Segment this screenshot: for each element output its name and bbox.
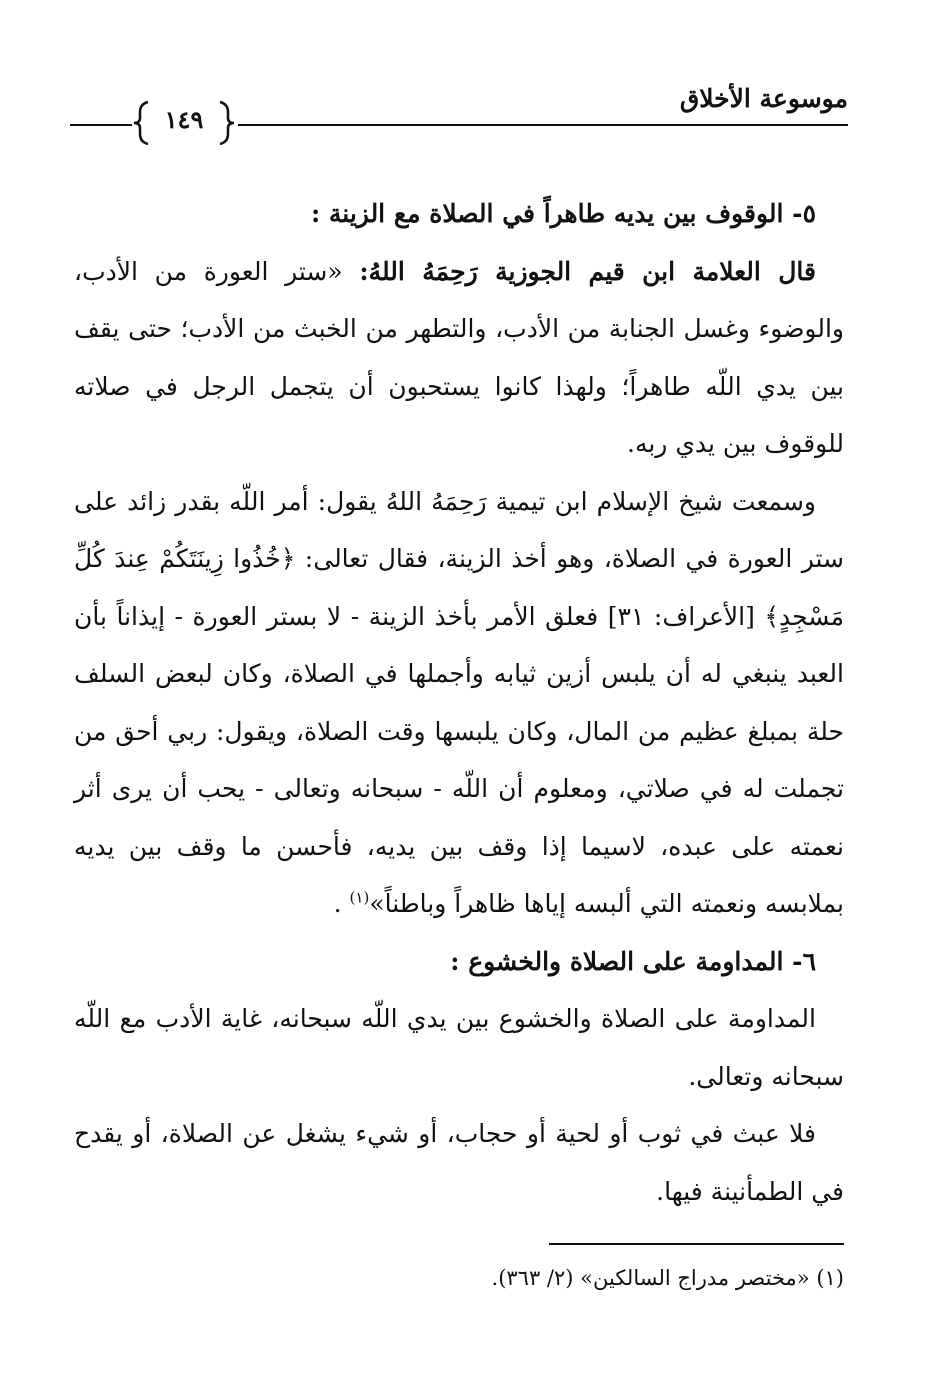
ibn-qayyim-attribution: قال العلامة ابن قيم الجوزية رَحِمَهُ اللهُ: [359, 256, 816, 286]
footnote-reference-1[interactable]: (١) [349, 888, 370, 907]
footnote-1: (١) «مختصر مدراج السالكين» (٢/ ٣٦٣). [491, 1266, 844, 1290]
page-header [70, 78, 848, 138]
section-5-heading: ٥- الوقوف بين يديه طاهراً في الصلاة مع الزينة : [310, 199, 816, 228]
ibn-qayyim-quote: «ستر العورة من الأدب، والوضوء وغسل الجنابة من الأدب، والتطهر من الخبث من الأدب؛ حتى يقف بين يدي اللّه طاهراً؛ ولهذا كانوا يستحبون أن يتجمل الرجل في صلاته للوقوف بين يدي ربه. [74, 256, 844, 458]
running-head-title: موسوعة الأخلاق [679, 84, 848, 113]
section-6-paragraph-1: المداومة على الصلاة والخشوع بين يدي اللّه سبحانه، غاية الأدب مع اللّه سبحانه وتعالى. [74, 1004, 844, 1091]
section-5-paragraph-1 [74, 243, 844, 473]
section-5-paragraph-2 [74, 473, 844, 933]
header-rule-right [238, 124, 848, 126]
section-6-paragraph-2: فلا عبث في ثوب أو لحية أو حجاب، أو شيء يشغل عن الصلاة، أو يقدح في الطمأنينة فيها. [74, 1119, 844, 1206]
paragraph-end-mark: . [333, 889, 350, 918]
ibn-taymiyya-quote: وسمعت شيخ الإسلام ابن تيمية رَحِمَهُ اللهُ يقول: أمر اللّه بقدر زائد على ستر العورة في الصلاة، وهو أخذ الزينة، فقال تعالى: ﴿خُذُوا زِينَتَكُمْ عِندَ كُلِّ مَسْجِدٍ﴾ [الأعراف: ٣١] فعلق الأمر بأخذ الزينة - لا بستر العورة - إيذاناً بأن العبد ينبغي له أن يلبس أزين ثيابه وأجملها في الصلاة، وكان لبعض السلف حلة بمبلغ عظيم من المال، وكان يلبسها وقت الصلاة، ويقول: ربي أحق من تجملت له في صلاتي، ومعلوم أن اللّه - سبحانه وتعالى - يحب أن يرى أثر نعمته على عبده، لاسيما إذا وقف بين يديه، فأحسن ما وقف بين يديه بملابسه ونعمته التي ألبسه إياها ظاهراً وباطناً» [74, 486, 844, 918]
page-body [74, 185, 844, 1220]
page-number-ornament [134, 100, 234, 146]
header-rule-left [70, 124, 132, 126]
footnote-separator [549, 1243, 844, 1245]
section-6-heading: ٦- المداومة على الصلاة والخشوع : [450, 946, 816, 976]
page-number: ١٤٩ [164, 105, 204, 134]
